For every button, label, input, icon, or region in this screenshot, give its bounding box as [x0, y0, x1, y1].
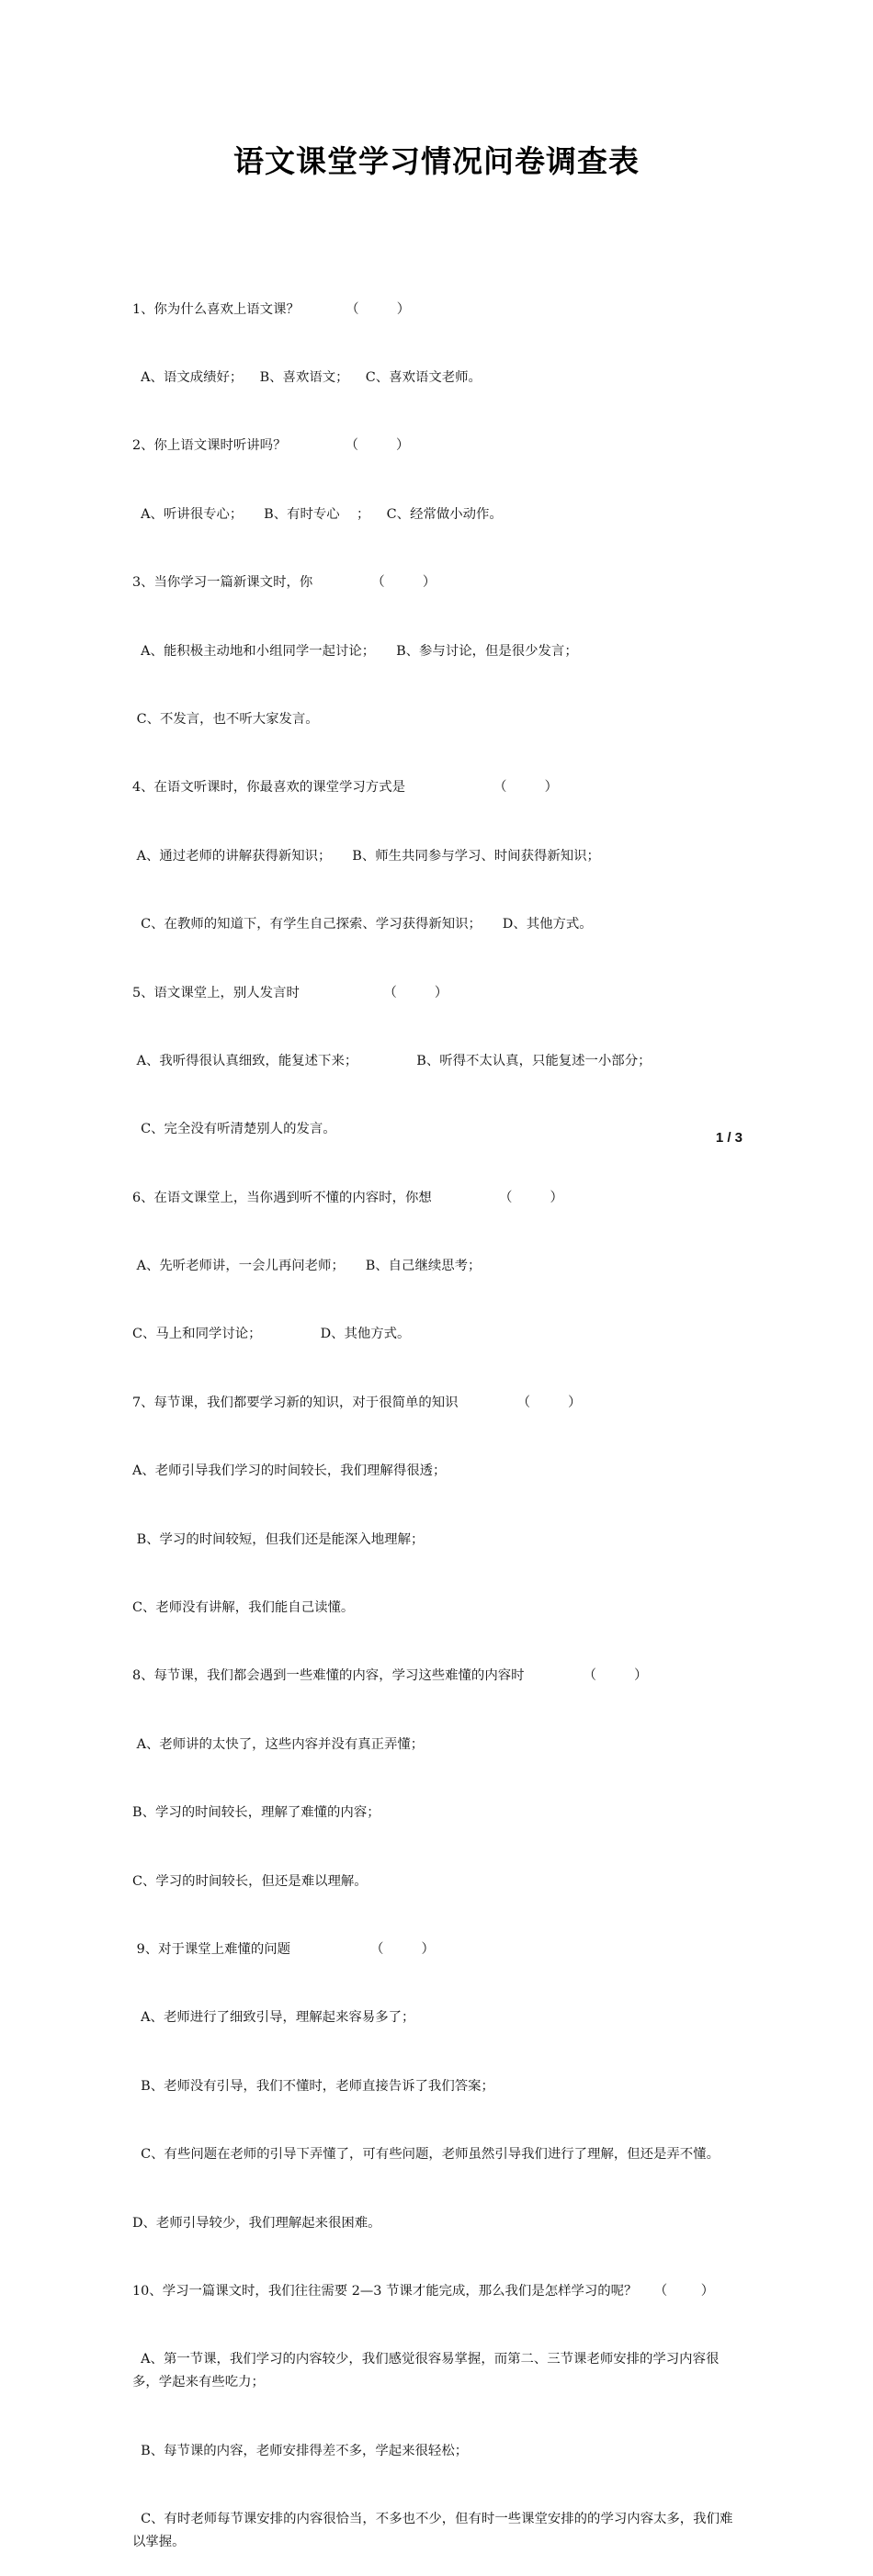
- document-title: 语文课堂学习情况问卷调查表: [233, 143, 640, 179]
- question-9-option-d: D、老师引导较少，我们理解起来很困难。: [132, 2215, 381, 2231]
- question-8-option-a: A、老师讲的太快了，这些内容并没有真正弄懂；: [132, 1736, 425, 1752]
- question-8: 8、每节课，我们都会遇到一些难懂的内容，学习这些难懂的内容时 （ ）: [132, 1668, 648, 1684]
- question-8-option-b: B、学习的时间较长，理解了难懂的内容；: [132, 1805, 380, 1821]
- question-10-option-c: C、有时老师每节课安排的内容很恰当，不多也不少，但有时一些课堂安排的的学习内容太多，我们难以掌握。: [132, 2511, 733, 2549]
- question-7-option-a: A、老师引导我们学习的时间较长，我们理解得很透；: [132, 1463, 447, 1479]
- question-5-option-c: C、完全没有听清楚别人的发言。: [132, 1122, 336, 1137]
- question-1: 1、你为什么喜欢上语文课？ （ ）: [132, 301, 411, 317]
- question-7-option-c: C、老师没有讲解，我们能自己读懂。: [132, 1600, 355, 1616]
- question-7: 7、每节课，我们都要学习新的知识，对于很简单的知识 （ ）: [132, 1395, 582, 1410]
- question-2-options: A、听讲很专心； B、有时专心 ； C、经常做小动作。: [132, 506, 503, 522]
- question-3-options-ab: A、能积极主动地和小组同学一起讨论； B、参与讨论，但是很少发言；: [132, 643, 578, 659]
- questionnaire-body: [132, 253, 744, 2576]
- question-6-options-cd: C、马上和同学讨论； D、其他方式。: [132, 1327, 411, 1342]
- question-9-option-c: C、有些问题在老师的引导下弄懂了，可有些问题，老师虽然引导我们进行了理解，但还是弄不懂。: [132, 2147, 720, 2163]
- question-8-option-c: C、学习的时间较长，但还是难以理解。: [132, 1873, 368, 1889]
- question-6-options-ab: A、先听老师讲，一会儿再问老师； B、自己继续思考；: [132, 1259, 482, 1274]
- question-2: 2、你上语文课时听讲吗？ （ ）: [132, 438, 410, 454]
- question-3-option-c: C、不发言，也不听大家发言。: [132, 711, 319, 727]
- question-3: 3、当你学习一篇新课文时，你 （ ）: [132, 575, 436, 591]
- question-10-option-b: B、每节课的内容，老师安排得差不多，学起来很轻松；: [132, 2443, 469, 2458]
- question-1-options: A、语文成绩好； B、喜欢语文； C、喜欢语文老师。: [132, 369, 482, 385]
- question-9: 9、对于课堂上难懂的问题 （ ）: [132, 1941, 435, 1957]
- question-5: 5、语文课堂上，别人发言时 （ ）: [132, 985, 448, 1000]
- question-10: 10、学习一篇课文时，我们往往需要 2—3 节课才能完成，那么我们是怎样学习的呢？ （ ）: [132, 2283, 715, 2299]
- question-9-option-a: A、老师进行了细致引导，理解起来容易多了；: [132, 2010, 415, 2026]
- page-number: 1 / 3: [715, 1130, 743, 1146]
- question-10-option-a: A、第一节课，我们学习的内容较少，我们感觉很容易掌握，而第二、三节课老师安排的学习内容很多，学起来有些吃力；: [132, 2352, 720, 2390]
- question-4-options-ab: A、通过老师的讲解获得新知识； B、师生共同参与学习、时间获得新知识；: [132, 848, 600, 864]
- question-6: 6、在语文课堂上，当你遇到听不懂的内容时，你想 （ ）: [132, 1190, 563, 1205]
- question-9-option-b: B、老师没有引导，我们不懂时，老师直接告诉了我们答案；: [132, 2078, 494, 2094]
- question-5-options-ab: A、我听得很认真细致，能复述下来； B、听得不太认真，只能复述一小部分；: [132, 1053, 652, 1068]
- question-7-option-b: B、学习的时间较短，但我们还是能深入地理解；: [132, 1531, 425, 1547]
- question-4-options-cd: C、在教师的知道下，有学生自己探索、学习获得新知识； D、其他方式。: [132, 917, 593, 932]
- question-4: 4、在语文听课时，你最喜欢的课堂学习方式是 （ ）: [132, 780, 558, 796]
